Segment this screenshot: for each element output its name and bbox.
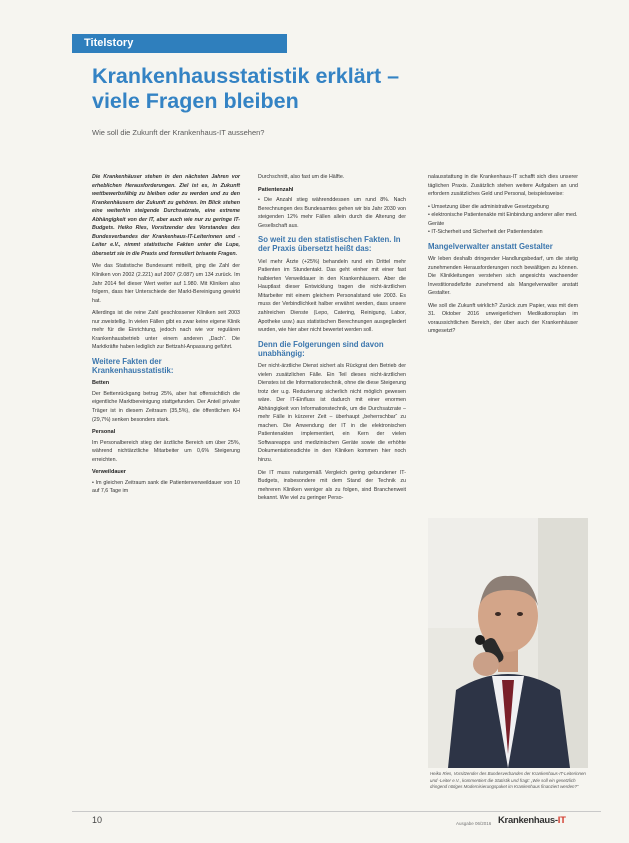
body-paragraph: Wie soll die Zukunft wirklich? Zurück zum Papier, was mit dem 31. Oktober 2016 unweigerlichen Medikationsplan im voraussichtlichen Bereich, der über auch der Krankenhäuser umgesetzt? <box>428 302 578 335</box>
issue-label: Ausgabe 06/2016 <box>456 821 492 826</box>
body-paragraph: Durchschnitt, also fast um die Hälfte. <box>258 174 345 180</box>
subheading-patientenzahl: Patientenzahl <box>258 186 294 193</box>
magazine-logo-main: Krankenhaus- <box>498 815 558 826</box>
subheading-betten: Betten <box>92 380 110 387</box>
article-column-1 <box>92 173 240 500</box>
subheading-facts-practice: So weit zu den statistischen Fakten. In der Praxis übersetzt heißt das: <box>258 235 401 254</box>
list-item: • elektronische Patientenakte mit Einbindung anderer aller med. Geräte <box>428 212 578 227</box>
body-paragraph: Viel mehr Ärzte (+25%) behandeln rund ein Drittel mehr Patienten im Stundentakt. Das geht einher mit einer fast halbierten Verweildauer in den Krankenhäusern. Aber die Hauptlast dieser Entwicklung tragen die nicht-ärztlichen Mitarbeiter mit einem gleichem Personalstand wie 2003. Es muss der Verbindlichkeit halber erwähnt werden, dass unsere zahlreichen Dienste (Lepo, Catering, Reinigung, Labor, Apotheke usw.) aus statistischen Berechnungen ausgegliedert wurden, wie hier aber nicht bewertet werden soll. <box>258 258 406 334</box>
body-paragraph: Wir leben deshalb dringender Handlungsbedarf, um die stetig zunehmenden Herausforderungen noch bewältigen zu können. Die Klinikleitungen verstehen sich angesichts wachsender Investitionsdefizite zunehmend als Mangelverwalter anstatt Gestalter. <box>428 256 578 297</box>
body-paragraph: Der nicht-ärztliche Dienst sichert als Rückgrat den Betrieb der vielen zusätzlichen Fälle. Ein Teil dieses nicht-ärztlichen Dienstes ist die Informationstechnik, ohne die diese Steigerung trotz der u.g. Reduzierung sicherlich nicht möglich gewesen wäre. Der IT-Einfluss ist dadurch mit einer enormen Abhängigkeit von Informationstechnik, um die Durchsatzrate – mehr Fälle in kürzerer Zeit – überhaupt „beherrschbar“ zu machen. Die Anwendung der IT in die elektronischen Patientenakten implementiert, ein Kern der vielen Softwareapps und medizinischen Geräte sowie die erhöhte Dokumentationsdichte in den Kliniken kommen hier noch hinzu. <box>258 363 406 464</box>
subheading-consequences: Denn die Folgerungen sind davon unabhängig: <box>258 339 384 358</box>
magazine-logo <box>498 815 566 826</box>
subheading-verweildauer: Verweildauer <box>92 469 126 476</box>
list-item: • IT-Sicherheit und Sicherheit der Patientendaten <box>428 229 543 236</box>
footer-divider <box>72 811 601 812</box>
body-paragraph: nalausstattung in die Krankenhaus-IT schafft sich dies unserer täglichen Praxis. Zusätzlich stehen weitere Aufgaben an und erfordern zusätzliches Geld und Personal, beispielsweise: <box>428 174 578 198</box>
page-number: 10 <box>92 815 103 825</box>
section-tag: Titelstory <box>72 34 287 53</box>
body-paragraph: Allerdings ist die reine Zahl geschlossener Kliniken seit 2003 nur zweistellig. In vielen Fällen gibt es zwar keine eigene Klinik mehr für die Einrichtung, jedoch nach wie vor regulären Krankenhausbetrieb unter einem anderen „Dach“. Die Marktkräfte haben lediglich zur Bettzahl-Anpassung geführt. <box>92 310 240 351</box>
lead-paragraph: Die Krankenhäuser stehen in den nächsten Jahren vor erheblichen Herausforderungen. Ziel ist es, in Zukunft wettbewerbsfähig zu bleiben oder zu werden und zu den Krankenhäusern der Zukunft zu gehören. Im Blick stehen eine weiterhin steigende Durchsatzrate, eine extreme Abhängigkeit von der IT, aber auch wie nur zu geringe IT-Budgets. Heiko Ries, Vorsitzender des Vorstandes des Bundesverbandes der Krankenhaus-IT-Leiterinnen und -Leiter e.V., nimmt statistische Fakten unter die Lupe, übersetzt sie in die Praxis und formuliert brisante Fragen. <box>92 174 240 257</box>
body-paragraph: • Die Anzahl stieg währenddessen um rund 8%. Nach Berechnungen des Bundesamtes gehen wir bis Jahr 2030 von steigenden 12% mehr Fällen allein durch die Alterung der Gesellschaft aus. <box>258 197 406 229</box>
body-paragraph: • Im gleichen Zeitraum sank die Patientenverweildauer von 10 auf 7,6 Tage im <box>92 479 240 495</box>
body-paragraph: Der Bettenrückgang betrug 25%, aber hat offensichtlich die eigentliche Marktbereinigung stattgefunden. Der Anteil privater Träger ist in diesem Zeitraum (35,5%), die öffentlichen KH (29,7%) senken besonders stark. <box>92 390 240 423</box>
subheading-personal: Personal <box>92 429 116 436</box>
bullet-list <box>428 203 578 237</box>
magazine-logo-it: IT <box>557 815 566 826</box>
deck-subtitle: Wie soll die Zukunft der Krankenhaus-IT aussehen? <box>92 128 265 137</box>
list-item: • Umsetzung über die administrative Gesetzgebung <box>428 203 549 210</box>
article-column-2 <box>258 173 406 507</box>
speaker-illustration <box>428 518 588 768</box>
article-column-3 <box>428 173 578 340</box>
body-paragraph: Wie das Statistische Bundesamt mitteilt, ging die Zahl der Kliniken von 2002 (2.221) auf 2007 (2.087) um 134 zurück. Im Jahr 2014 fiel dieser Wert weiter auf 1.980. Mit Kliniken also folgern, dass hier Unterschiede der Markt-Bereinigung gewirkt hat. <box>92 263 240 304</box>
body-paragraph: Im Personalbereich stieg der ärztliche Bereich um über 25%, während nichtärztliche Mitarbeiter um 0,6% Steigerung erreichten. <box>92 439 240 463</box>
headline-line-1: Krankenhausstatistik erklärt – <box>92 64 400 88</box>
photo-caption: Heiko Ries, Vorsitzender des Bundesverbandes der Krankenhaus-IT-Leiterinnen und -Leiter e.V., kommentiert die Statistik und fragt: „Wie soll ein gesetzlich dringend nötiges Modernisierungspaket im Krankenhaus finanziert werden?“ <box>430 771 586 789</box>
subheading-more-facts: Weitere Fakten der Krankenhausstatistik: <box>92 356 174 376</box>
subheading-mangelverwalter: Mangelverwalter anstatt Gestalter <box>428 241 553 251</box>
headline <box>92 64 562 114</box>
headline-line-2: viele Fragen bleiben <box>92 89 299 113</box>
body-paragraph: Die IT muss naturgemäß Vergleich gering gebundener IT-Budgets, insbesondere mit dem Stand der Technik zu mehreren Kliniken weniger als zu folgen, sind Branchenweit bekannt. Wie viel zu geringer Perso- <box>258 469 406 502</box>
speaker-photo <box>428 518 588 768</box>
